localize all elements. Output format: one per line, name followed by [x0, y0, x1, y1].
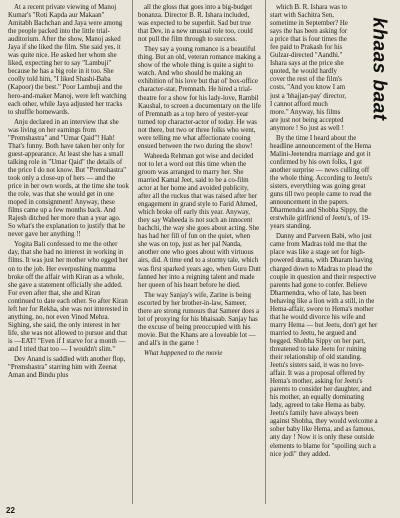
paragraph: Yogita Bali confessed to me the other day, that she had no interest in working in films. It was just her mother who egged her on to the job. Her everpushing mamma broke off the affair with Kiran as a whole, she gave a statement officially she added. For even after that, she and Kiran continued to date each other. So after Kiran left her for Rekha, she was not interested in anything, no, not even Vinod Mehra. Sighing, she said, the only interest in her life, she was not allowed to pursue and that is —EAT! "Even if I starve for a month — and I tried that too — I wouldn't slim.": [8, 241, 128, 353]
paragraph: Danny and Parveen Babi, who just came from Madras told me that the place was like a stage set for high-powered drama, with Dharam having charged down to Madras to plead the couple in question and their respective parents had gone to confer. Believe Dharmendra, who of late, has been behaving like a lion with a still, in the Hema-affair, swore to Hema's mother that he would divorce his wife and marry Hema — but Jeetu, don't get her married to Jeetu, he argued and begged. Shobha Sippy on her part, threatened to take Jeetu for ruining their relationship of old standing. Jeetu's sisters said, it was no love-affair. It was a proposal offered by Hema's mother, asking for Jeetu's parents to consider her daughter, and his mother, an equally dominating lady, agreed to take Hema as baby. Jeetu's family have always been against Shobha, they would welcome a sober baby like Hema, and as famous, any day ! Now it is only these outside elements to blame for "spoiling such a nice jodi" they added.: [270, 233, 378, 458]
column-divider: [265, 0, 266, 504]
paragraph: What happened to the movie: [144, 349, 223, 357]
text-column-3: [270, 4, 378, 510]
paragraph: Dev Anand is saddled with another flop, "Premshastra" starring him with Zeenat Aman and Bindu plus: [8, 356, 126, 380]
paragraph: Waheeda Rehman got wise and decided not to let a word out this time when the groom was arranged to marry her. She married Kamal Jeet, said to be a co-film actor at her home and avoided publicity, after all the ruckus that was raised after her engagement in grand style to Farid Ahmed, which broke off early this year. Anyway, they say Waheeda is not such an innocent bachchi, the way she goes about acting. She has had her fill of fun on the quiet, when she was on top, just as her pal Nanda, another one who goes about with virtuous airs, did. A time end to a stormy tale, which was first sparked years ago, when Guru Dutt fanned her into a reigning talent and made her queen of his heart before he died.: [138, 152, 261, 289]
paragraph: all the gloss that goes into a big-budget bonanza. Director B. R. Ishara included, was expected to be superhit. Sad but true that Dev, in a new unusual role too, could not pull the film through to success.: [138, 4, 253, 44]
column-divider: [132, 0, 133, 504]
paragraph: Anju declared in an interview that she was living on her earnings from "Premshastra" and "Umar Qaid"! Hah! That's funny. Both have taken her only for guest-appearance. At least she has a small talking role in "Umar Qaid" the details of the price I do not know. But "Premshastra" took only a close-up of hers — and the price in her own words, at the time she took the role, was that she would get in one moped in consignment! Anyway, these films came up a few months back. And Rajesh ditched her more than a year ago. So what's the explanation to justify that he never gave her anything !!: [8, 118, 129, 239]
paragraph: The way Sanjay's wife, Zarine is being escorted by her brother-in-law, Sameer, there are strong rumours that Sameer does a lot of proxying for his bhaisaab. Sanjay has the excuse of being preoccupied with his movie. But the Khans are a loveable lot — and all's in the game !: [138, 291, 260, 347]
masthead-title: khaas baat: [369, 17, 391, 121]
text-column-1: [8, 4, 129, 502]
paragraph: They say a young romance is a beautiful thing. But an old, veteran romance making a show of the whole thing is quite a sight to watch. And who should be making an exhibition of his love but that ol' box-office character-star, Premnath. He hired a trial-theatre for a show for his lady-love, Rambil Kaushal, to screen a documentary on the life of Premnath as a top hero of yester-year turned top character-actor of today. He was not there, but two or three folks who went, were telling me what affectionate cooing ensued between the two during the show!: [138, 46, 261, 150]
page-number: 22: [6, 506, 15, 515]
paragraph: At a recent private viewing of Manoj Kumar's "Roti Kapda aur Makaan" Amitabh Bachchan and Jaya were among the people packed into the little trial-auditorium. After the show, Manoj asked Jaya if she liked the film. She said yes, it was quite nice. He asked her whom she liked, expecting her to say "Lambuji" because he has a big role in it too. She coolly told him, "I liked Shashi-Baba (Kapoor) the best." Poor Lambuji and the hero-and-maker Manoj, were left watching each other, while Jaya adjusted her tracks to shuffle homewards.: [8, 4, 127, 116]
paragraph: By the time I heard about the headline announcement of the Hema Malini-Jeetendra marriage and got it confirmed by his own folks, I got another surprise — news culling off the whole thing. According to Jeetu's sisters, everything was going great guns till two people came to read the announcement in the papers. Dharmendra and Shobha Sippy, the erstwhile girlfriend of Jeetu's, of 19-years standing.: [270, 134, 372, 231]
text-column-2: [138, 4, 261, 510]
lead-paragraph: which B. R. Ishara was to start with Sachitra Sen, sometime in September? He says the has been asking for a price that is four times the fee paid to Prakash for his Gulzar-directed "Aandhi." Ishara says at the price she quoted, he would hardly cover the rest of the film's costs. "And you know I am just a 'bhajjan-pay' director, I cannot afford much more." Anyway, his films are just not being accepted anymore ! So just as well !: [270, 4, 348, 132]
